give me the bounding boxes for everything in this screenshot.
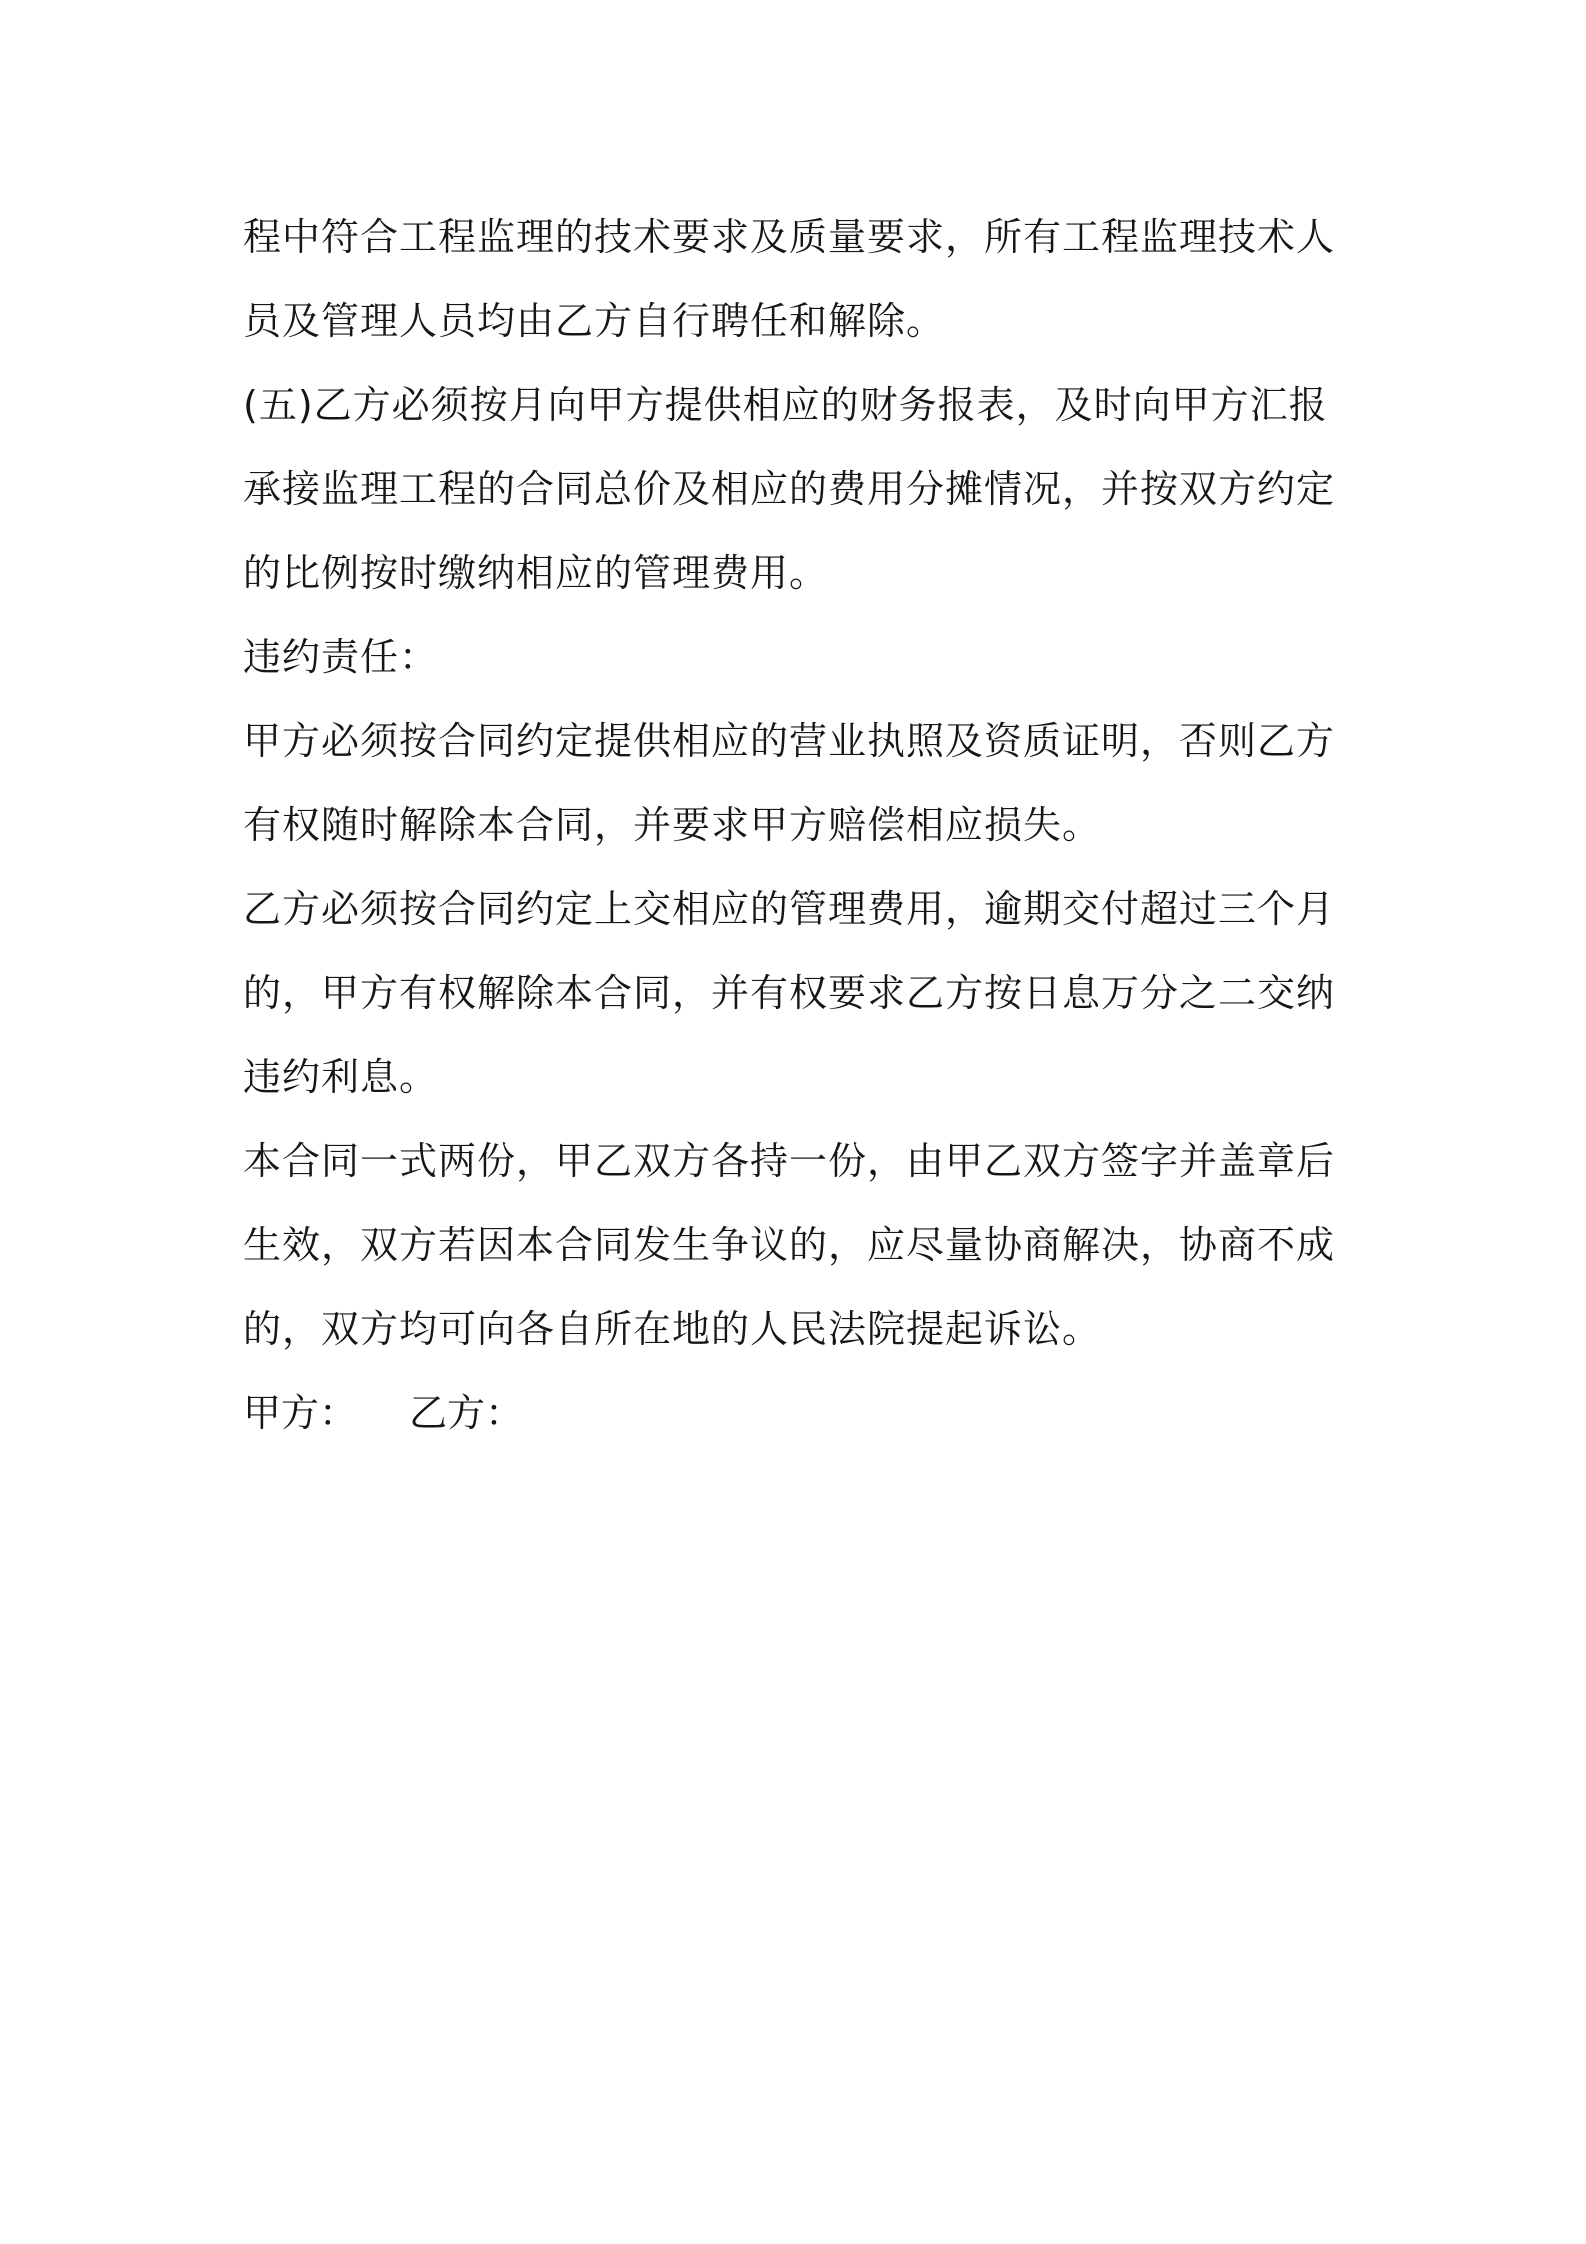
text-line: 有权随时解除本合同，并要求甲方赔偿相应损失。: [243, 803, 1102, 847]
contract-text: [243, 195, 1363, 1455]
text-line: 的，甲方有权解除本合同，并有权要求乙方按日息万分之二交纳: [243, 971, 1336, 1015]
text-line: 员及管理人员均由乙方自行聘任和解除。: [243, 299, 946, 343]
text-line: (五)乙方必须按月向甲方提供相应的财务报表，及时向甲方汇报: [243, 383, 1328, 427]
text-line: 的，双方均可向各自所在地的人民法院提起诉讼。: [243, 1307, 1102, 1351]
text-line: 生效，双方若因本合同发生争议的，应尽量协商解决，协商不成: [243, 1223, 1336, 1267]
text-line: 甲方必须按合同约定提供相应的营业执照及资质证明，否则乙方: [243, 719, 1336, 763]
text-line: 乙方必须按合同约定上交相应的管理费用，逾期交付超过三个月: [243, 887, 1336, 931]
text-line: 程中符合工程监理的技术要求及质量要求，所有工程监理技术人: [243, 215, 1336, 259]
text-line: 违约利息。: [243, 1055, 439, 1099]
signature-line: [243, 1371, 1363, 1455]
text-line: 本合同一式两份，甲乙双方各持一份，由甲乙双方签字并盖章后: [243, 1139, 1336, 1183]
section-heading-liability: 违约责任：: [243, 635, 439, 679]
text-line: 承接监理工程的合同总价及相应的费用分摊情况，并按双方约定: [243, 467, 1336, 511]
text-line: 的比例按时缴纳相应的管理费用。: [243, 551, 829, 595]
party-b-label: 乙方：: [409, 1391, 524, 1435]
party-a-label: 甲方：: [243, 1391, 358, 1435]
